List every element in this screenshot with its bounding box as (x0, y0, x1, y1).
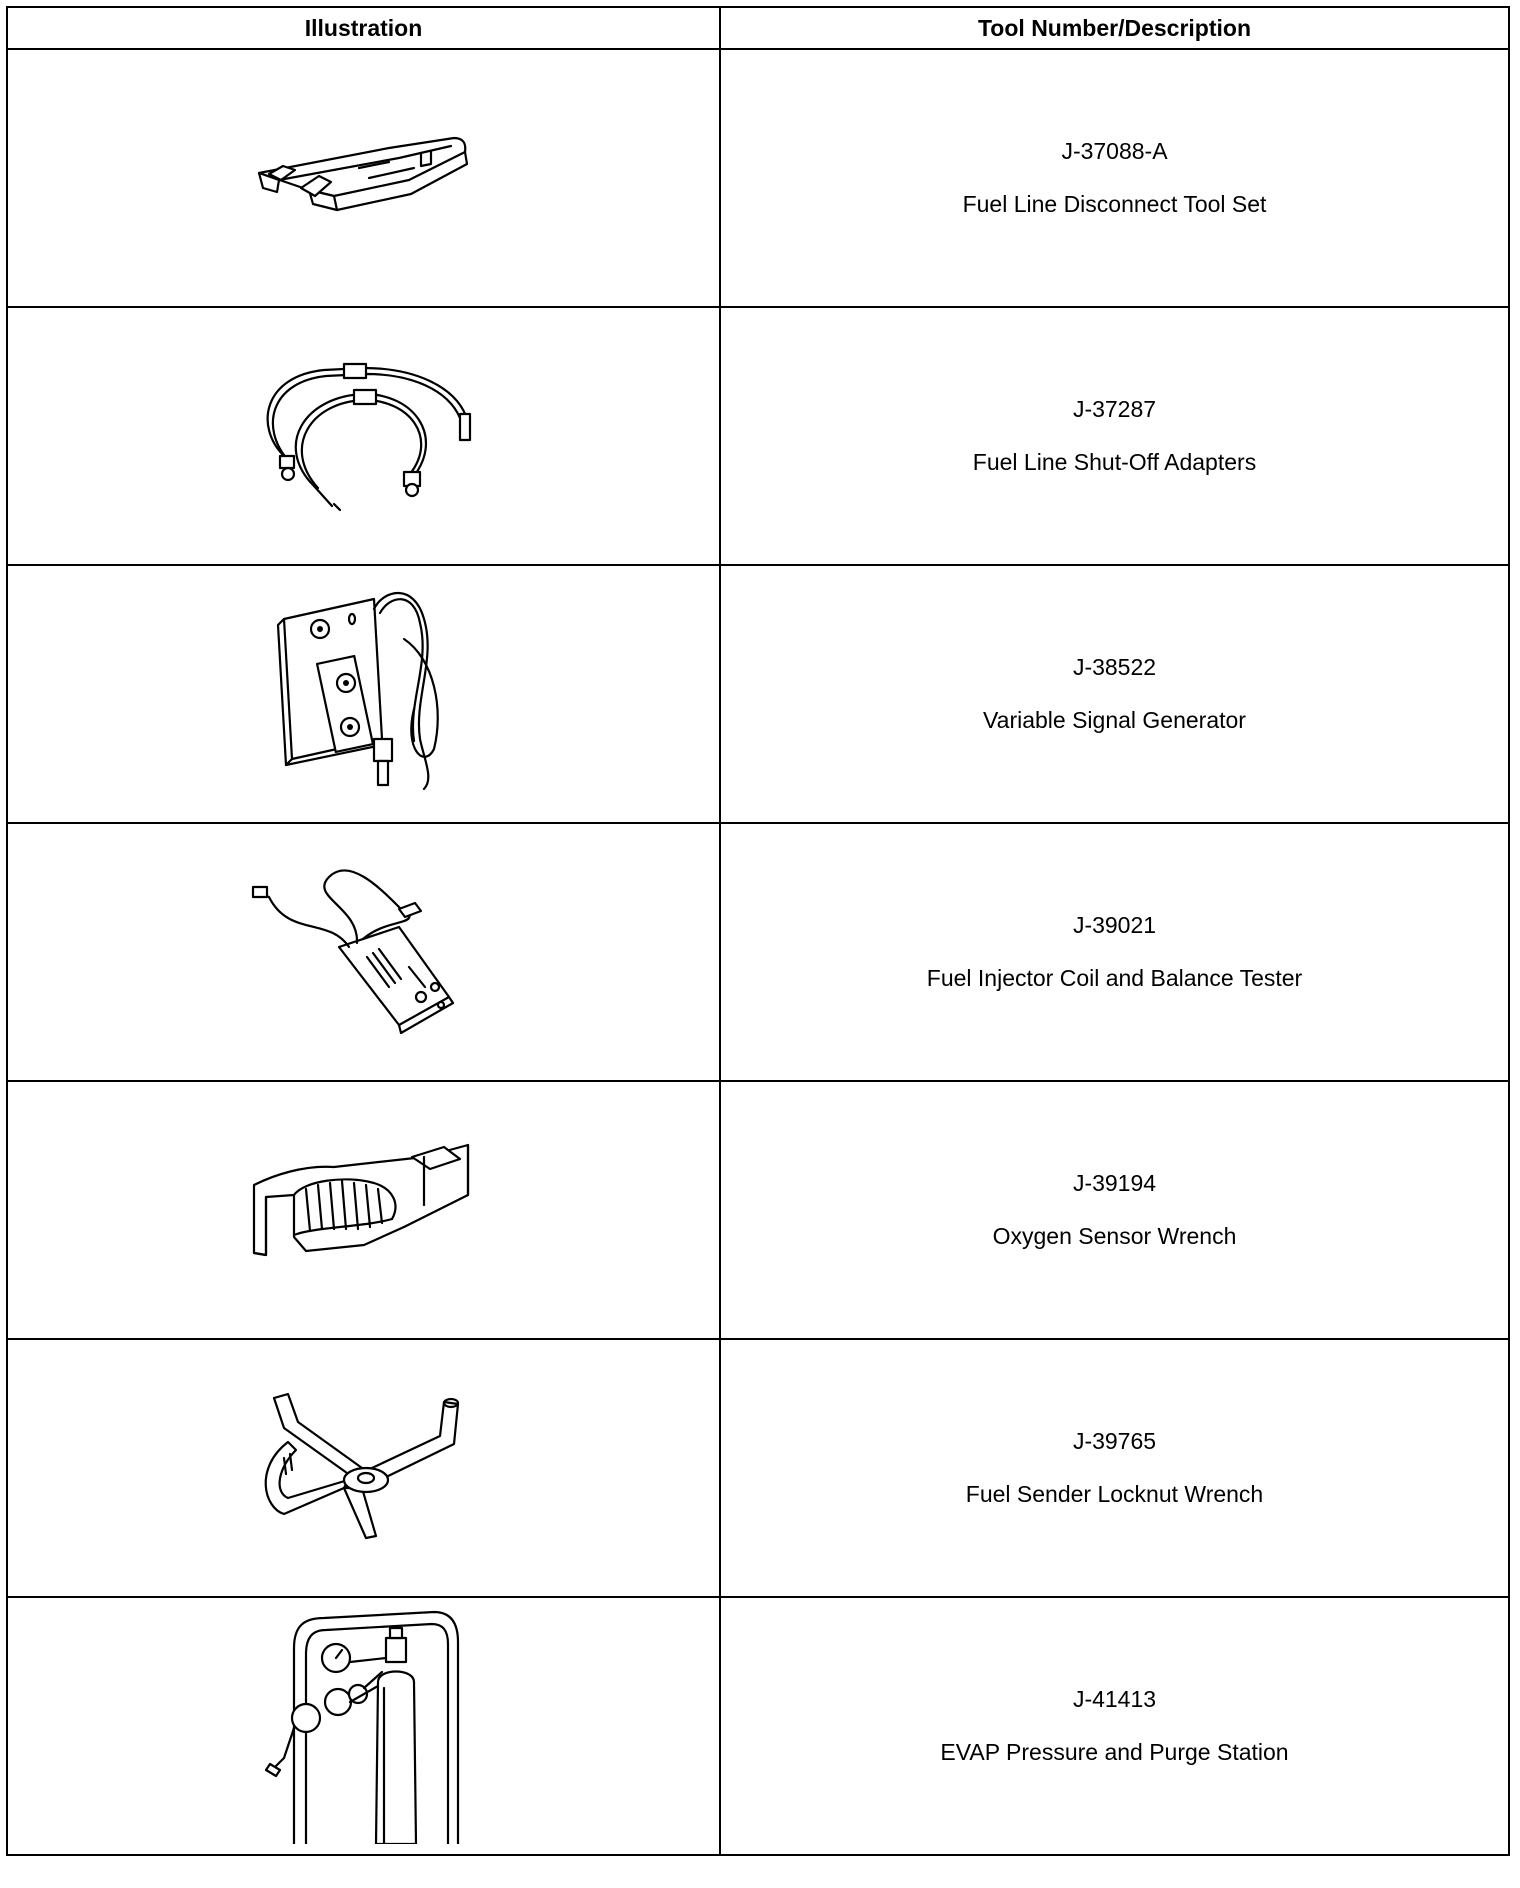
tool-description-cell (720, 307, 1509, 565)
tool-description: Fuel Line Shut-Off Adapters (972, 449, 1257, 475)
tool-description-cell (720, 1081, 1509, 1339)
illustration-cell (7, 307, 720, 565)
variable-signal-generator-icon (264, 579, 464, 809)
tool-number: J-39021 (1072, 912, 1157, 938)
tool-description: Fuel Injector Coil and Balance Tester (926, 965, 1303, 991)
tool-number: J-38522 (1072, 654, 1157, 680)
tool-description: Variable Signal Generator (983, 707, 1246, 733)
illustration-cell (7, 1081, 720, 1339)
table-row (7, 1597, 1509, 1855)
tool-description-cell (720, 1597, 1509, 1855)
tool-description-cell (720, 49, 1509, 307)
table-row (7, 307, 1509, 565)
oxygen-sensor-wrench-icon (244, 1135, 484, 1285)
tool-description-cell (720, 823, 1509, 1081)
tool-number: J-39194 (1072, 1170, 1157, 1196)
table-row (7, 1339, 1509, 1597)
fuel-sender-locknut-wrench-icon (244, 1388, 484, 1548)
tool-description: Fuel Sender Locknut Wrench (965, 1481, 1264, 1507)
header-row (7, 7, 1509, 49)
illustration-cell (7, 565, 720, 823)
injector-balance-tester-icon (249, 857, 479, 1047)
tool-description-cell (720, 1339, 1509, 1597)
table-row (7, 1081, 1509, 1339)
fuel-line-disconnect-tool-set-icon (239, 118, 489, 238)
illustration-cell (7, 1339, 720, 1597)
tool-number: J-39765 (1072, 1428, 1157, 1454)
illustration-header: Illustration (7, 7, 720, 49)
special-tools-table (6, 6, 1510, 1856)
illustration-cell (7, 823, 720, 1081)
table-row (7, 565, 1509, 823)
tool-description: EVAP Pressure and Purge Station (940, 1739, 1289, 1765)
table-row (7, 49, 1509, 307)
tool-number: J-37088-A (1061, 138, 1168, 164)
tool-header: Tool Number/Description (720, 7, 1509, 49)
tool-description: Oxygen Sensor Wrench (992, 1223, 1237, 1249)
illustration-cell (7, 1597, 720, 1855)
tool-number: J-37287 (1072, 396, 1157, 422)
illustration-cell (7, 49, 720, 307)
fuel-line-shut-off-adapters-icon (244, 356, 484, 516)
tool-number: J-41413 (1072, 1686, 1157, 1712)
tool-description: Fuel Line Disconnect Tool Set (962, 191, 1267, 217)
evap-pressure-purge-station-icon (254, 1608, 474, 1844)
tool-description-cell (720, 565, 1509, 823)
table-row (7, 823, 1509, 1081)
